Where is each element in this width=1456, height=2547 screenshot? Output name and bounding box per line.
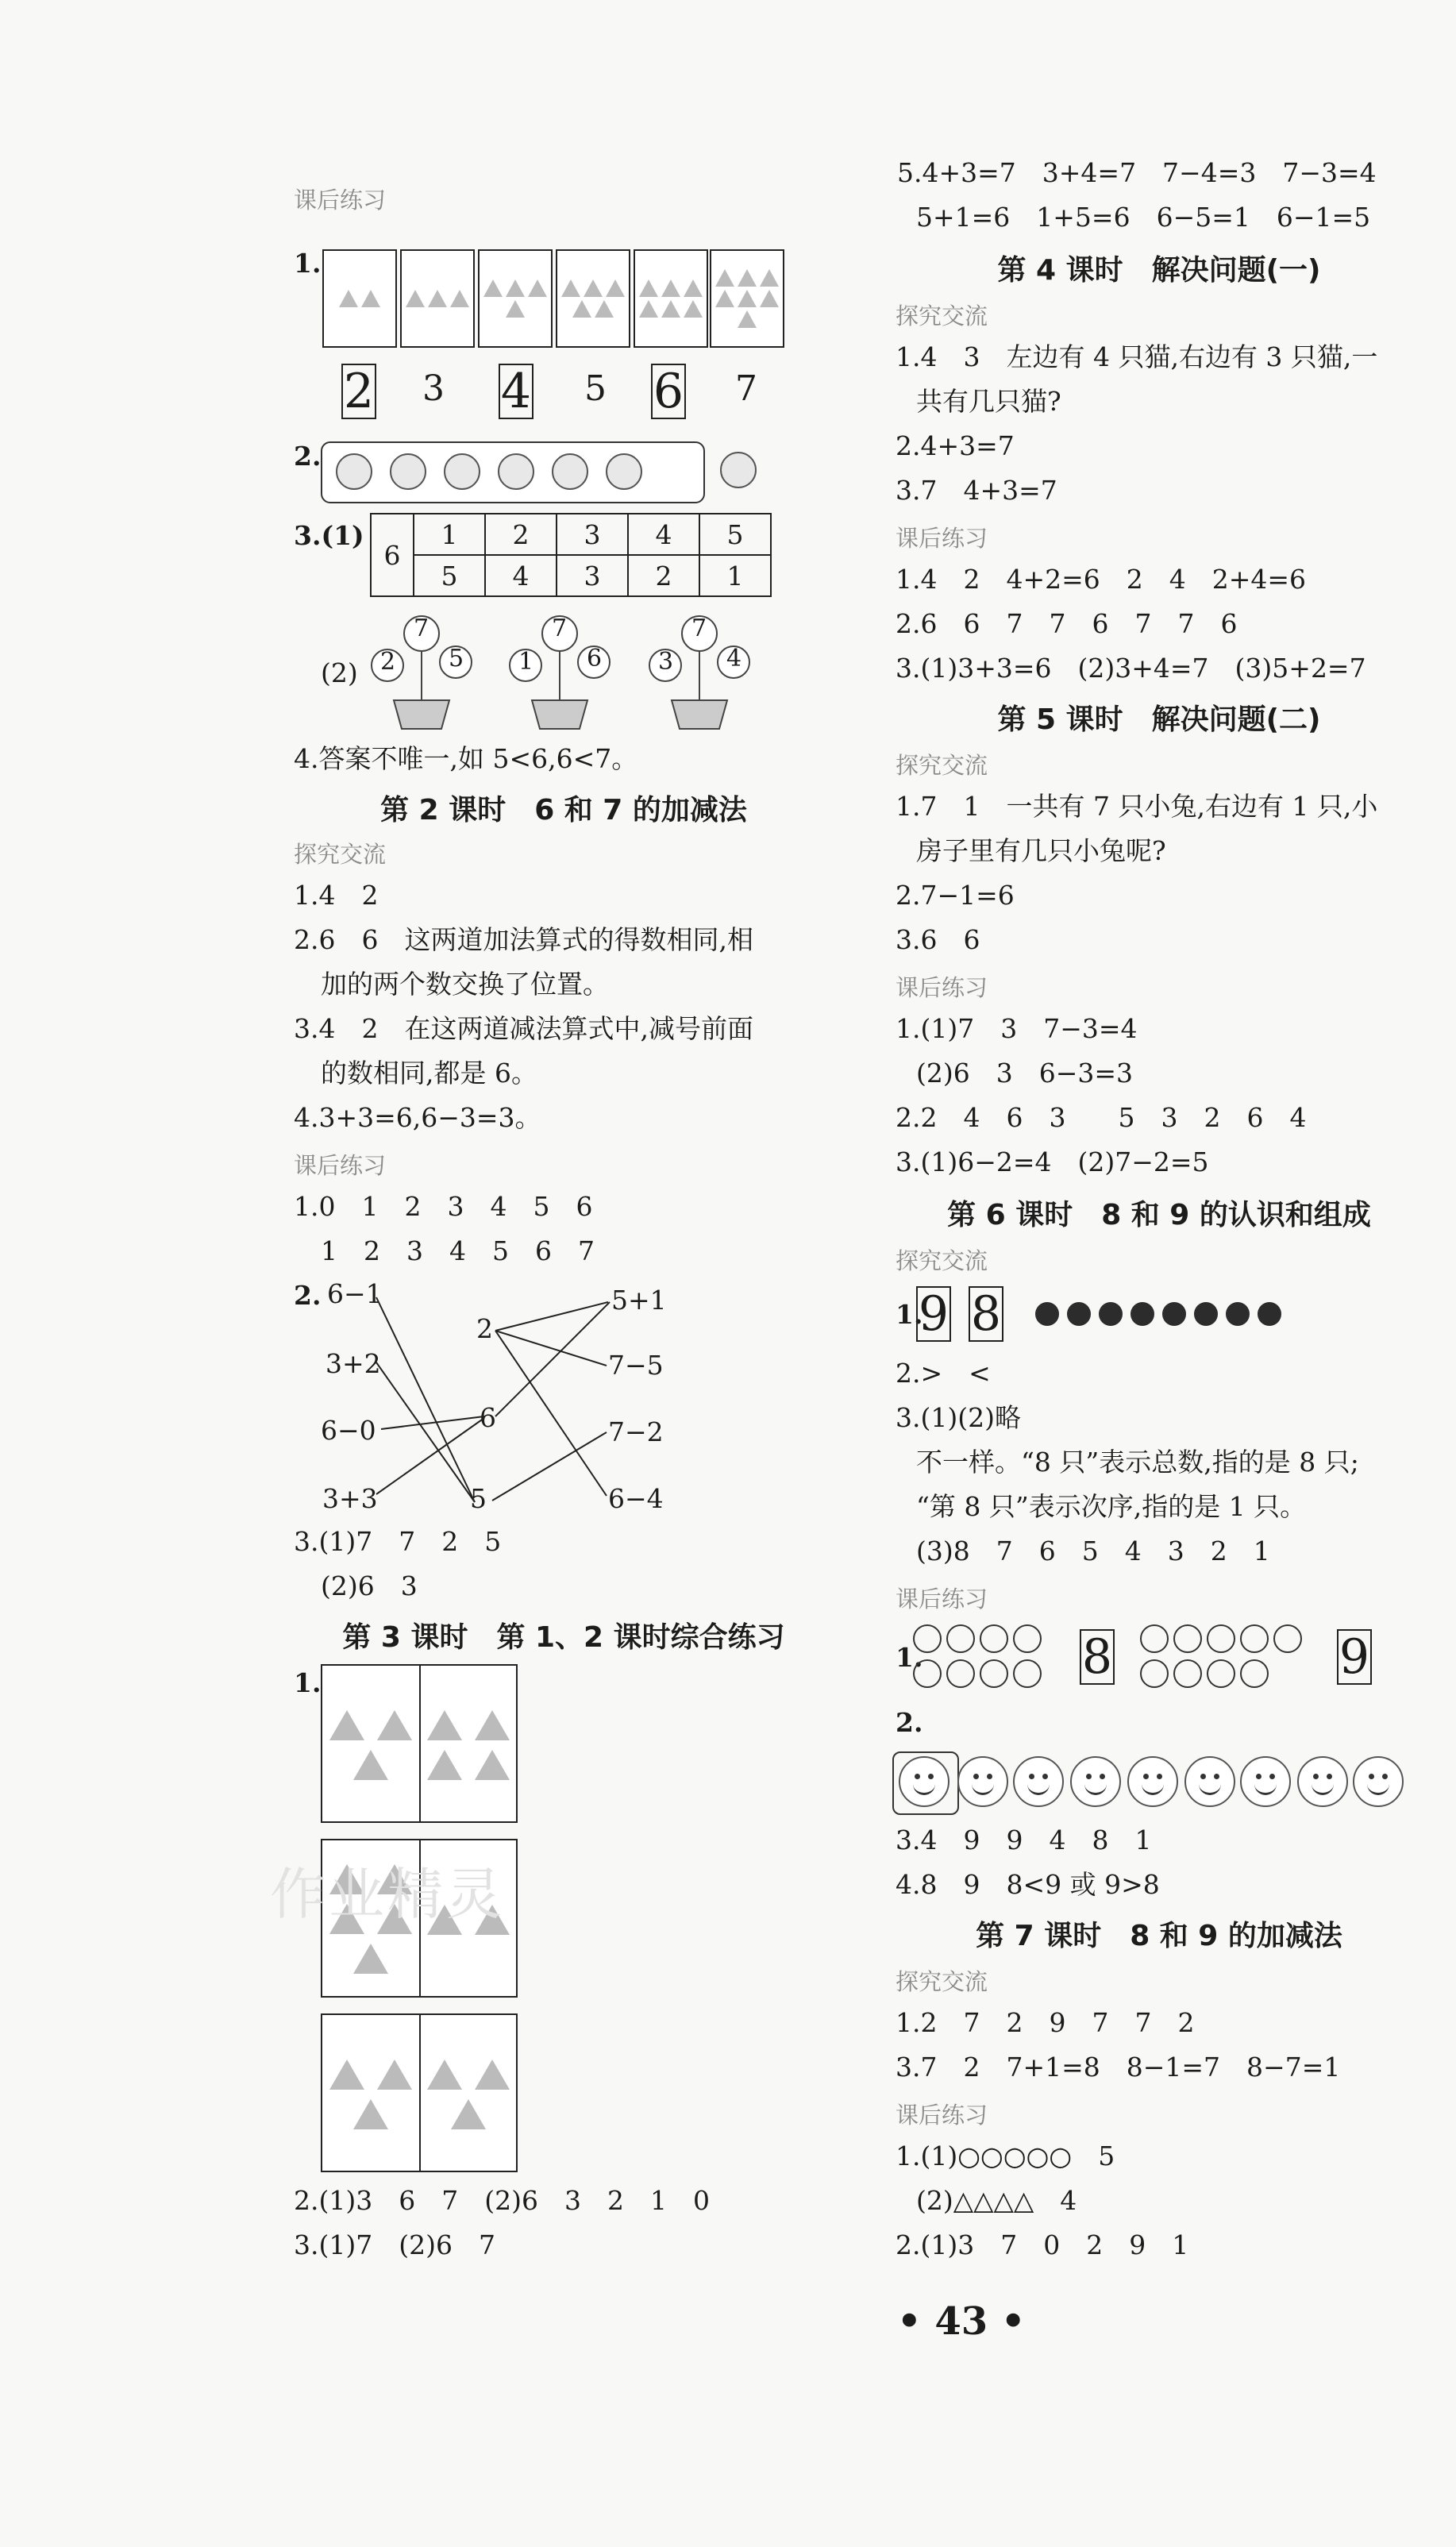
circle-icon — [1207, 1624, 1235, 1653]
answer-line: “第 8 只”表示次序,指的是 1 只。 — [916, 1491, 1307, 1522]
section-label: 探究交流 — [896, 1968, 988, 1995]
table-cell: 4 — [628, 514, 699, 555]
triangle-icon — [684, 279, 703, 297]
table-cell: 1 — [414, 514, 485, 555]
triangle-icon — [377, 1710, 412, 1740]
q1-number: 1. — [896, 1299, 923, 1330]
triangle-icon — [427, 2060, 462, 2090]
triangle-icon — [760, 290, 779, 307]
filled-dot — [1131, 1302, 1154, 1326]
triangle-icon — [451, 2099, 486, 2129]
answer-line: 3.(1)(2)略 — [896, 1402, 1021, 1433]
section-label: 探究交流 — [896, 1247, 988, 1274]
table-cell: 4 — [485, 555, 557, 596]
triangle-icon — [606, 279, 625, 297]
answer-line: 1.(1)7 3 7−3=4 — [896, 1013, 1138, 1044]
page-number: • 43 • — [897, 2299, 1026, 2344]
answer-line: 不一样。“8 只”表示总数,指的是 8 只; — [916, 1447, 1359, 1478]
traced-digit: 8 — [969, 1286, 1003, 1342]
answer-line: (2)6 3 6−3=3 — [916, 1058, 1134, 1089]
smile-face-icon — [1297, 1756, 1348, 1807]
answer-line: 3.6 6 — [896, 924, 980, 955]
triangle-icon — [427, 1710, 462, 1740]
flower-right: 4 — [726, 645, 742, 672]
smile-face-icon — [1353, 1756, 1404, 1807]
triangle-icon — [528, 279, 547, 297]
cat-icon — [499, 454, 533, 489]
triangle-grid — [321, 2013, 518, 2172]
circle-icon — [1173, 1624, 1202, 1653]
table-cell: 3 — [557, 555, 628, 596]
circle-icon — [946, 1659, 975, 1688]
answer-line: 3.7 2 7+1=8 8−1=7 8−7=1 — [896, 2052, 1341, 2083]
lesson-heading: 第 7 课时 8 和 9 的加减法 — [976, 1920, 1342, 1952]
triangle-icon — [661, 279, 680, 297]
answer-line: 3.(1)7 (2)6 7 — [294, 2229, 495, 2260]
answer-line: 3.(1)7 7 2 5 — [294, 1526, 502, 1557]
triangle-icon — [738, 290, 757, 307]
triangle-icon — [661, 300, 680, 318]
triangle-icon — [715, 290, 734, 307]
triangle-icon — [684, 300, 703, 318]
answer-line: 1 2 3 4 5 6 7 — [321, 1235, 595, 1266]
triangle-icon — [428, 290, 447, 307]
triangle-icon — [329, 1710, 364, 1740]
answer-line: 4.3+3=6,6−3=3。 — [294, 1102, 541, 1133]
triangle-icon — [353, 1944, 388, 1974]
q2-number: 2. — [294, 1280, 322, 1311]
section-label: 探究交流 — [294, 841, 387, 868]
smile-face-icon — [1127, 1756, 1178, 1807]
smile-face-icon — [957, 1756, 1008, 1807]
circle-icon — [1013, 1624, 1042, 1653]
triangle-icon — [361, 290, 380, 307]
q2-number: 2. — [294, 441, 322, 472]
cat-icon — [553, 454, 587, 489]
answer-line: 3.4 2 在这两道减法算式中,减号前面 — [294, 1013, 753, 1044]
answer-line: (2)△△△△ 4 — [916, 2185, 1077, 2216]
triangle-icon — [595, 300, 614, 318]
answer-line: 1.4 2 4+2=6 2 4 2+4=6 — [896, 564, 1307, 595]
lesson-heading: 第 3 课时 第 1、2 课时综合练习 — [342, 1621, 785, 1654]
triangle-icon — [353, 1750, 388, 1780]
triangle-card — [322, 249, 397, 348]
q2-number: 2. — [896, 1707, 923, 1738]
flower-left: 2 — [380, 648, 396, 676]
lesson-heading: 第 6 课时 8 和 9 的认识和组成 — [947, 1199, 1371, 1231]
q1-number: 1. — [294, 248, 322, 279]
match-mid-item: 2 — [476, 1313, 493, 1344]
triangle-icon — [339, 290, 358, 307]
answer-line: 4.8 9 8<9 或 9>8 — [896, 1869, 1160, 1900]
circle-icon — [1140, 1659, 1169, 1688]
answer-line: 加的两个数交换了位置。 — [321, 969, 609, 1000]
answer-line: 2.(1)3 7 0 2 9 1 — [896, 2229, 1189, 2260]
digit: 3 — [422, 368, 445, 409]
smile-face-icon — [1240, 1756, 1291, 1807]
section-label: 课后练习 — [294, 187, 387, 214]
traced-digit: 2 — [341, 364, 376, 419]
table-whole: 6 — [371, 514, 414, 596]
cat-icon — [607, 454, 641, 489]
section-label: 课后练习 — [896, 525, 988, 552]
filled-dot — [1226, 1302, 1250, 1326]
triangle-icon — [406, 290, 425, 307]
cat-icon — [391, 454, 426, 489]
circle-icon — [913, 1659, 942, 1688]
table-cell: 5 — [699, 514, 771, 555]
answer-line: 3.(1)3+3=6 (2)3+4=7 (3)5+2=7 — [896, 653, 1366, 684]
answer-line: 5.4+3=7 3+4=7 7−4=3 7−3=4 — [897, 157, 1377, 188]
answer-line: 1.(1)○○○○○ 5 — [896, 2140, 1115, 2171]
table-cell: 3 — [557, 514, 628, 555]
table-cell: 1 — [699, 555, 771, 596]
circle-icon — [1240, 1624, 1269, 1653]
table-cell: 2 — [485, 514, 557, 555]
triangle-card — [400, 249, 475, 348]
triangle-icon — [483, 279, 503, 297]
triangle-icon — [450, 290, 469, 307]
answer-line: (2)6 3 — [321, 1570, 418, 1601]
filled-dot — [1035, 1302, 1059, 1326]
triangle-icon — [760, 269, 779, 287]
section-label: 探究交流 — [896, 302, 988, 329]
triangle-icon — [329, 2060, 364, 2090]
answer-line: 4.答案不唯一,如 5<6,6<7。 — [294, 743, 638, 774]
circle-icon — [1240, 1659, 1269, 1688]
match-right-item: 6−4 — [608, 1483, 664, 1514]
triangle-card — [710, 249, 784, 348]
flower-top: 7 — [414, 615, 429, 642]
answer-line: 2.2 4 6 3 5 3 2 6 4 — [896, 1102, 1307, 1133]
cat-icon — [337, 454, 372, 489]
watermark: 作业精灵 — [270, 1862, 505, 1927]
circle-icon — [1013, 1659, 1042, 1688]
triangle-icon — [427, 1750, 462, 1780]
triangle-grid — [321, 1664, 518, 1823]
triangle-icon — [738, 310, 757, 328]
answer-line: 3.7 4+3=7 — [896, 475, 1057, 506]
match-right-item: 7−5 — [608, 1350, 664, 1381]
traced-digit: 9 — [1337, 1629, 1372, 1685]
cat-icon — [445, 454, 480, 489]
grid-half — [421, 2031, 516, 2158]
answer-line: 3.(1)6−2=4 (2)7−2=5 — [896, 1146, 1209, 1177]
triangle-icon — [377, 2060, 412, 2090]
answer-line: 2.4+3=7 — [896, 430, 1015, 461]
triangle-icon — [715, 269, 734, 287]
match-left-item: 3+3 — [322, 1483, 378, 1514]
triangle-card — [556, 249, 630, 348]
triangle-icon — [506, 279, 525, 297]
circle-icon — [1207, 1659, 1235, 1688]
circle-icon — [980, 1659, 1008, 1688]
traced-digit: 9 — [916, 1286, 951, 1342]
circle-icon — [1173, 1659, 1202, 1688]
q3-2-label: (2) — [321, 657, 358, 688]
triangle-icon — [506, 300, 525, 318]
triangle-icon — [475, 2060, 510, 2090]
cats-strip — [321, 441, 705, 503]
answer-line: 5+1=6 1+5=6 6−5=1 6−1=5 — [916, 202, 1371, 233]
answer-line: (3)8 7 6 5 4 3 2 1 — [916, 1536, 1270, 1566]
cats-illustration — [322, 443, 703, 502]
answer-line: 的数相同,都是 6。 — [321, 1058, 537, 1089]
triangle-card — [478, 249, 553, 348]
smile-face-icon — [1013, 1756, 1064, 1807]
section-label: 课后练习 — [896, 974, 988, 1001]
match-right-item: 7−2 — [608, 1416, 664, 1447]
grid-half — [322, 2031, 419, 2158]
answer-line: 房子里有几只小兔呢? — [916, 835, 1166, 866]
triangle-icon — [353, 2099, 388, 2129]
lesson-heading: 第 2 课时 6 和 7 的加减法 — [380, 794, 747, 827]
filled-dot — [1067, 1302, 1091, 1326]
match-mid-item: 6 — [480, 1402, 496, 1433]
flower-left: 3 — [658, 648, 674, 676]
section-label: 课后练习 — [294, 1152, 387, 1179]
match-mid-item: 5 — [470, 1483, 487, 1514]
smile-face-icon — [1070, 1756, 1121, 1807]
answer-line: 2.6 6 这两道加法算式的得数相同,相 — [294, 924, 753, 955]
circle-icon — [946, 1624, 975, 1653]
lesson-heading: 第 4 课时 解决问题(一) — [997, 254, 1321, 287]
flower-left: 1 — [518, 648, 534, 676]
flower-top: 7 — [552, 615, 568, 642]
q1-number: 1. — [896, 1642, 923, 1673]
match-left-item: 6−0 — [321, 1415, 376, 1446]
triangle-icon — [475, 1750, 510, 1780]
answer-line: 2.6 6 7 7 6 7 7 6 — [896, 608, 1238, 639]
digit: 5 — [584, 368, 607, 409]
traced-digit: 6 — [651, 364, 686, 419]
table-cell: 5 — [414, 555, 485, 596]
matching-lines — [294, 1270, 834, 1540]
answer-line: 1.4 2 — [294, 880, 379, 911]
circle-icon — [1140, 1624, 1169, 1653]
match-left-item: 3+2 — [325, 1348, 381, 1379]
q3-label: 3.(1) — [294, 520, 364, 551]
filled-dot — [1194, 1302, 1218, 1326]
digit: 7 — [735, 368, 757, 409]
flower-right: 6 — [587, 645, 603, 672]
answer-line: 共有几只猫? — [916, 386, 1061, 417]
triangle-icon — [639, 300, 658, 318]
triangle-icon — [475, 1710, 510, 1740]
answer-line: 3.4 9 9 4 8 1 — [896, 1825, 1152, 1855]
table-cell: 2 — [628, 555, 699, 596]
triangle-icon — [584, 279, 603, 297]
answer-line: 1.4 3 左边有 4 只猫,右边有 3 只猫,一 — [896, 341, 1378, 372]
match-right-item: 5+1 — [611, 1285, 667, 1316]
filled-dot — [1162, 1302, 1186, 1326]
match-left-item: 6−1 — [327, 1278, 383, 1309]
flower-pot — [648, 613, 751, 730]
triangle-card — [634, 249, 708, 348]
answer-line: 1.2 7 2 9 7 7 2 — [896, 2007, 1195, 2038]
section-label: 探究交流 — [896, 752, 988, 779]
lesson-heading: 第 5 课时 解决问题(二) — [997, 703, 1321, 736]
triangle-icon — [561, 279, 580, 297]
answer-line: 2.7−1=6 — [896, 880, 1015, 911]
answer-line: 1.7 1 一共有 7 只小兔,右边有 1 只,小 — [896, 791, 1378, 822]
smile-face-icon — [899, 1756, 949, 1807]
circle-icon — [980, 1624, 1008, 1653]
flower-pot — [508, 613, 611, 730]
section-label: 课后练习 — [896, 2102, 988, 2129]
circle-icon — [913, 1624, 942, 1653]
filled-dot — [1099, 1302, 1123, 1326]
traced-digit: 8 — [1080, 1629, 1115, 1685]
flower-top: 7 — [691, 615, 707, 642]
extra-cat-icon — [707, 441, 770, 500]
answer-line: 2.> < — [896, 1358, 991, 1389]
flower-pot — [370, 613, 473, 730]
circle-icon — [1273, 1624, 1302, 1653]
filled-dot — [1258, 1302, 1281, 1326]
answer-line: 1.0 1 2 3 4 5 6 — [294, 1191, 593, 1222]
traced-digit: 4 — [499, 364, 533, 419]
q1-number: 1. — [294, 1667, 322, 1698]
composition-table — [370, 513, 772, 597]
triangle-icon — [572, 300, 591, 318]
triangle-icon — [639, 279, 658, 297]
section-label: 课后练习 — [896, 1586, 988, 1613]
grid-half — [421, 1682, 516, 1809]
grid-half — [322, 1682, 419, 1809]
answer-line: 2.(1)3 6 7 (2)6 3 2 1 0 — [294, 2185, 710, 2216]
triangle-icon — [738, 269, 757, 287]
smile-face-icon — [1184, 1756, 1235, 1807]
flower-right: 5 — [449, 645, 464, 672]
